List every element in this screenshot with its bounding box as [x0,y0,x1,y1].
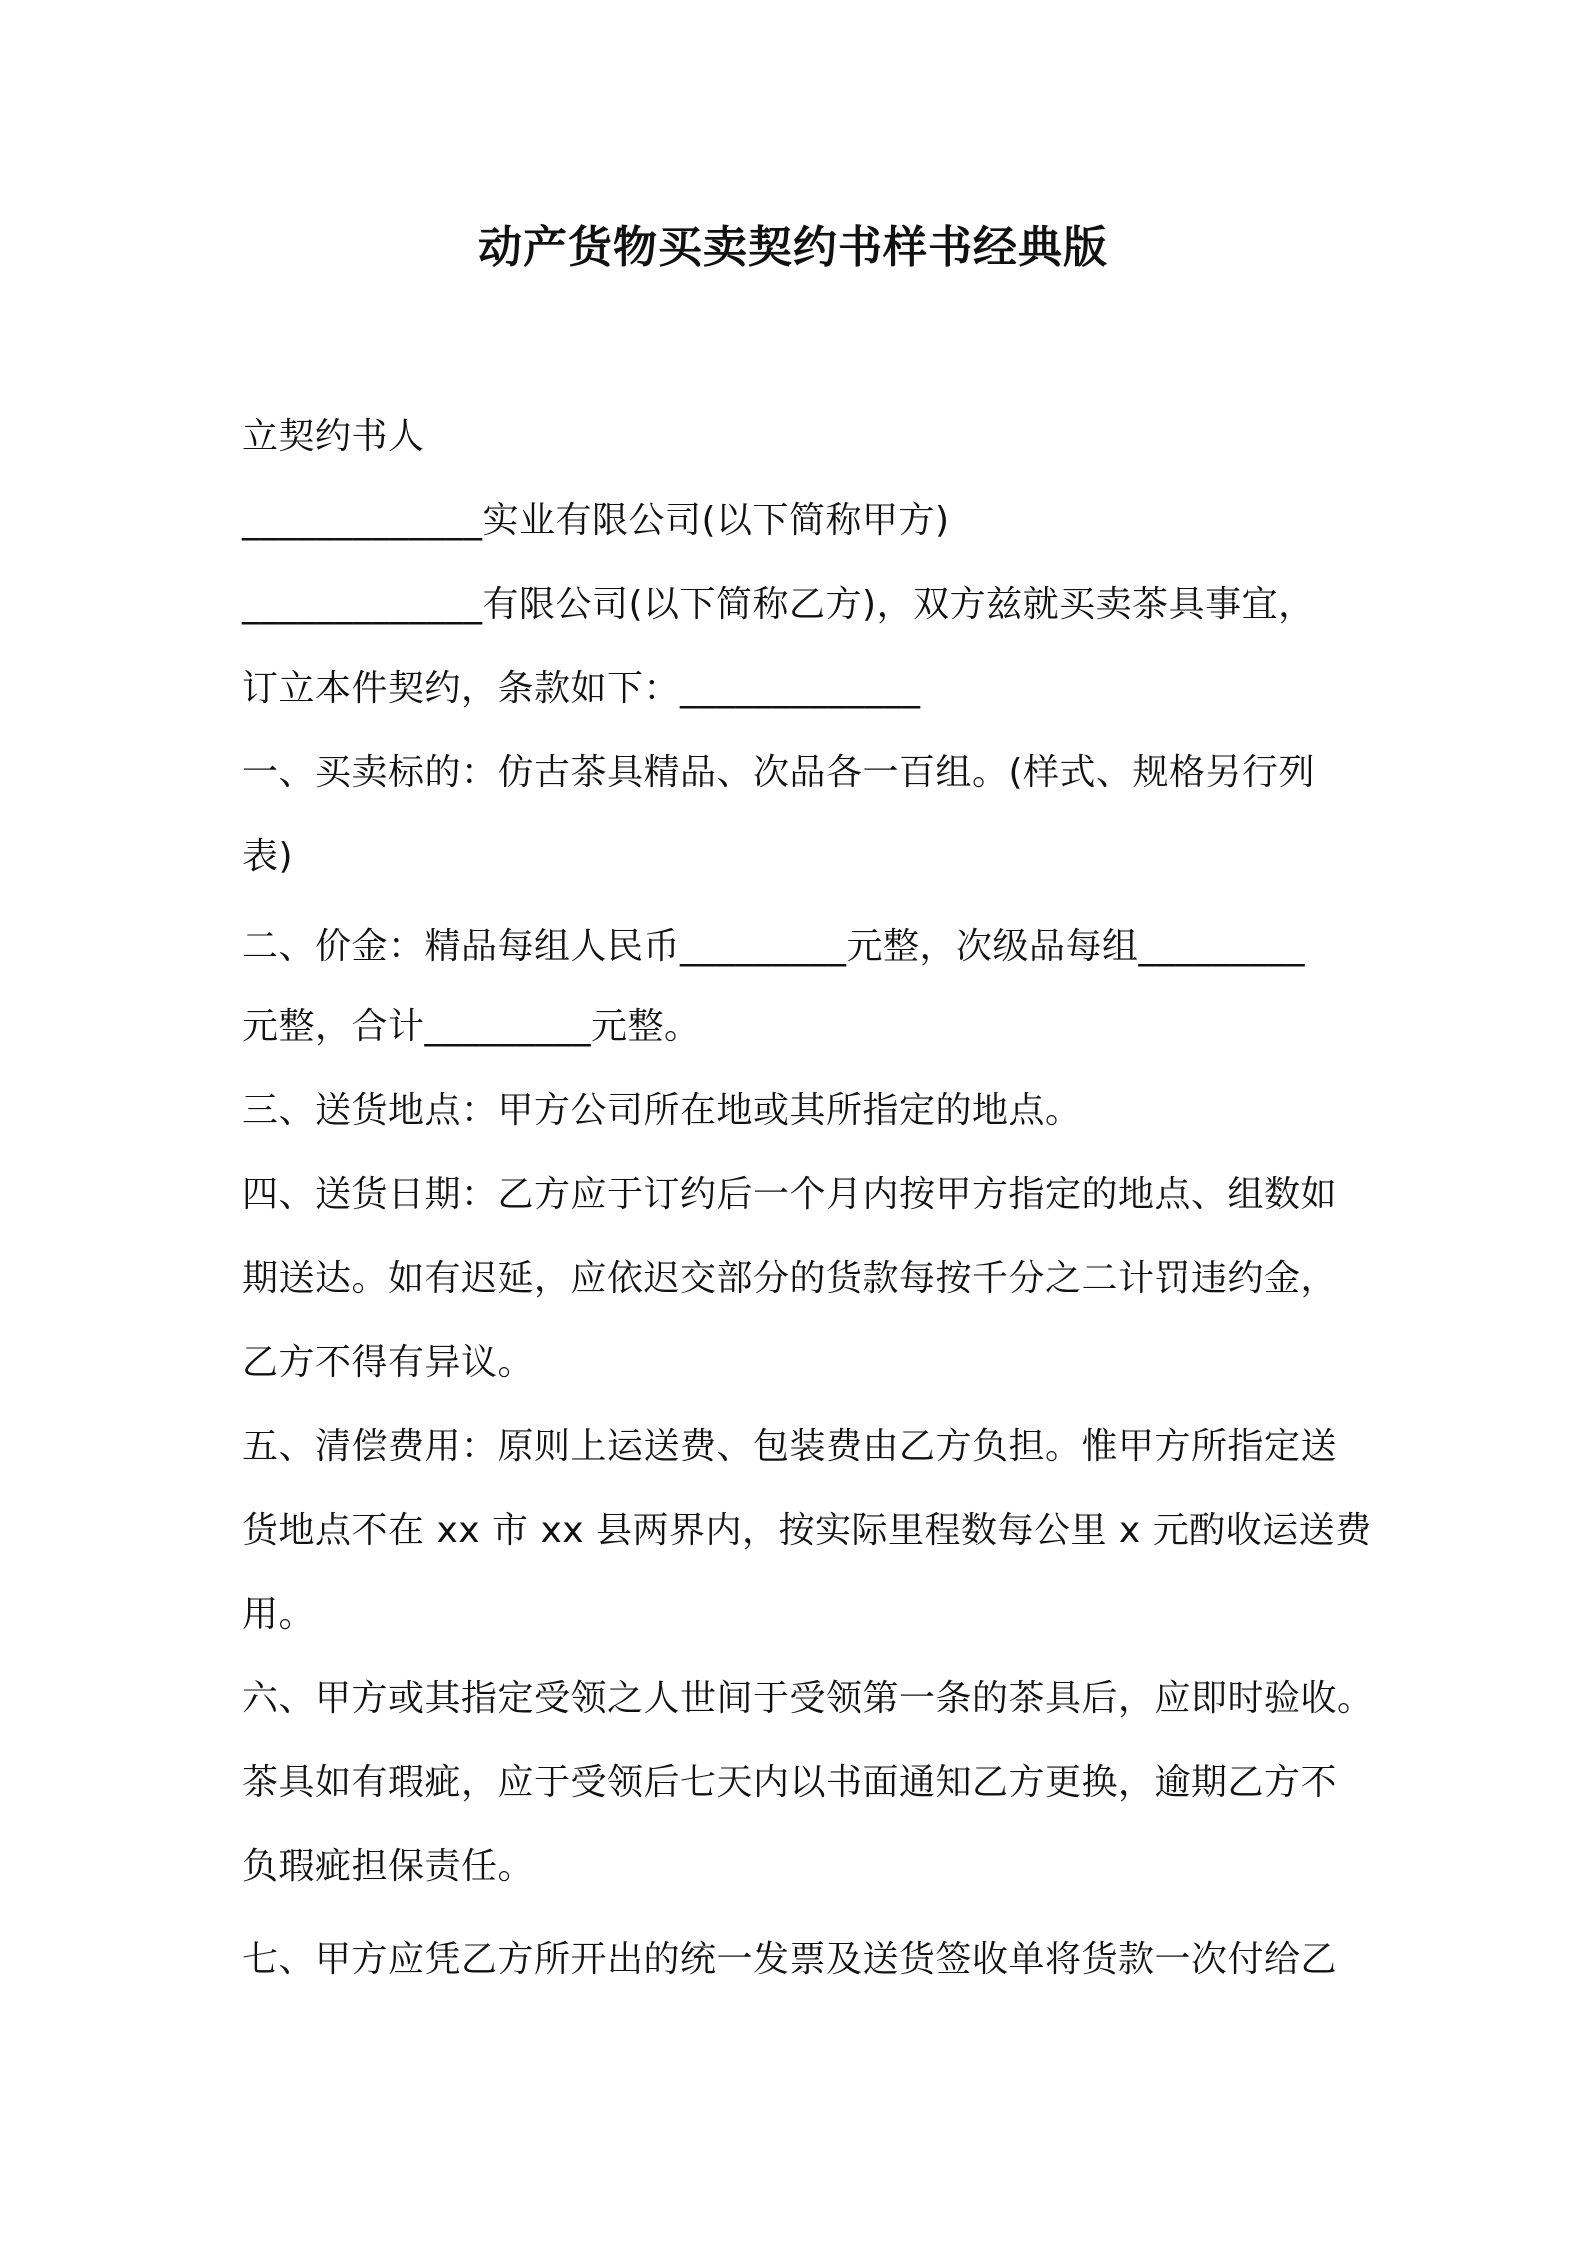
party-a-line: _____________实业有限公司(以下简称甲方) [242,500,950,541]
clause-4-line-2: 期送达。如有迟延，应依迟交部分的货款每按千分之二计罚违约金， [242,1258,1338,1299]
clause-4-line-3: 乙方不得有异议。 [242,1342,535,1383]
clause-6-line-1: 六、甲方或其指定受领之人世间于受领第一条的茶具后，应即时验收。 [242,1678,1374,1719]
preamble-line: 订立本件契约，条款如下：_____________ [242,668,921,709]
clause-2-line-2: 元整，合计_________元整。 [242,1006,701,1047]
clause-6-line-2: 茶具如有瑕疵，应于受领后七天内以书面通知乙方更换，逾期乙方不 [242,1762,1338,1803]
clause-3-line-1: 三、送货地点：甲方公司所在地或其所指定的地点。 [242,1090,1082,1131]
clause-5-line-1: 五、清偿费用：原则上运送费、包装费由乙方负担。惟甲方所指定送 [242,1426,1338,1467]
party-heading: 立契约书人 [242,416,425,457]
party-b-line: _____________有限公司(以下简称乙方)，双方兹就买卖茶具事宜， [242,584,1315,625]
clause-4-line-1: 四、送货日期：乙方应于订约后一个月内按甲方指定的地点、组数如 [242,1174,1338,1215]
clause-5-line-2: 货地点不在 xx 市 xx 县两界内，按实际里程数每公里 x 元酌收运送费 [242,1510,1372,1551]
clause-1-line-2: 表) [242,836,294,877]
clause-7-line-1: 七、甲方应凭乙方所开出的统一发票及送货签收单将货款一次付给乙 [242,1939,1338,1980]
clause-5-line-3: 用。 [242,1594,316,1635]
clause-1-line-1: 一、买卖标的：仿古茶具精品、次品各一百组。(样式、规格另行列 [242,752,1316,793]
document-title: 动产货物买卖契约书样书经典版 [478,222,1108,273]
clause-2-line-1: 二、价金：精品每组人民币_________元整，次级品每组_________ [242,926,1306,967]
clause-6-line-3: 负瑕疵担保责任。 [242,1846,535,1887]
